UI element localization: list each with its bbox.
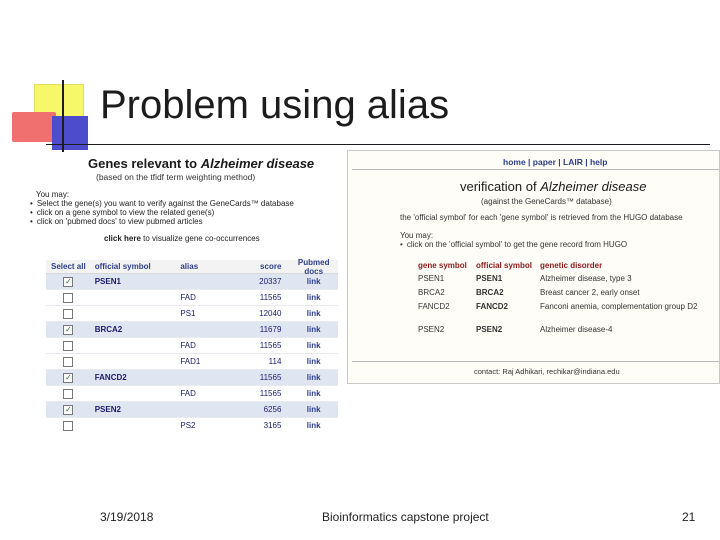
select-cell — [46, 325, 91, 335]
verification-description: the 'official symbol' for each 'gene symbol' is retrieved from the HUGO database — [400, 213, 683, 222]
gene-symbol-cell: FANCD2 — [418, 302, 450, 311]
gene-symbol-header: gene symbol — [418, 261, 467, 270]
official-symbol-link[interactable]: PSEN2 — [476, 325, 503, 334]
verification-row — [418, 325, 718, 339]
footer-title: Bioinformatics capstone project — [322, 510, 489, 524]
score-header: score — [260, 262, 282, 271]
page-number: 21 — [682, 510, 696, 524]
gene-table-row — [46, 306, 338, 322]
alias-cell[interactable]: FAD1 — [180, 357, 201, 366]
instruction-item: • click on a gene symbol to view the related gene(s) — [30, 208, 294, 217]
gene-table-row — [46, 274, 338, 290]
gene-checkbox[interactable]: ✓ — [64, 276, 72, 286]
genetic-disorder-cell: Breast cancer 2, early onset — [540, 288, 640, 297]
official-symbol-header: official symbol — [94, 262, 151, 271]
gene-checkbox[interactable] — [63, 309, 73, 319]
alias-cell[interactable]: PS1 — [180, 309, 196, 318]
nav-divider — [352, 169, 720, 170]
verification-title-prefix: verification of — [460, 179, 541, 194]
alias-cell[interactable]: FAD — [180, 293, 196, 302]
verification-row — [418, 288, 718, 302]
pubmed-link[interactable]: link — [306, 277, 321, 286]
pubmed-link[interactable]: link — [306, 357, 321, 366]
you-may-label: You may: — [36, 190, 70, 199]
gene-table-row — [46, 322, 338, 338]
pubmed-link[interactable]: link — [306, 325, 321, 334]
gene-table-header — [46, 257, 338, 276]
genes-panel-subtitle: (based on the tfidf term weighting method) — [96, 172, 256, 182]
gene-table-row — [46, 290, 338, 306]
pubmed-link[interactable]: link — [306, 309, 321, 318]
gene-table-row — [46, 338, 338, 354]
decor-vertical-line — [62, 80, 64, 154]
select-cell — [46, 293, 91, 303]
instructions-list — [30, 199, 294, 226]
official-symbol-cell[interactable]: PSEN1 — [94, 277, 121, 286]
select-all-header[interactable]: Select all — [51, 262, 86, 271]
verification-subtitle: (against the GeneCards™ database) — [481, 197, 612, 206]
gene-table-row — [46, 402, 338, 418]
verification-title — [460, 179, 646, 194]
genetic-disorder-cell: Alzheimer disease-4 — [540, 325, 613, 334]
verification-table-body — [418, 274, 718, 339]
gene-checkbox[interactable] — [63, 421, 73, 431]
footer-date: 3/19/2018 — [100, 510, 154, 524]
pubmed-docs-header: Pubmed docs — [297, 257, 330, 276]
pubmed-link[interactable]: link — [306, 405, 321, 414]
genes-panel-title — [88, 156, 314, 171]
official-symbol-cell[interactable]: BRCA2 — [94, 325, 123, 334]
score-cell: 11565 — [259, 373, 282, 382]
verification-instruction: • click on the 'official symbol' to get the gene record from HUGO — [400, 240, 627, 249]
visualize-cooccurrence-line — [104, 234, 260, 243]
pubmed-link[interactable]: link — [306, 389, 321, 398]
select-cell — [46, 373, 91, 383]
score-cell: 20337 — [259, 277, 282, 286]
click-here-link[interactable]: click here — [104, 234, 141, 243]
genetic-disorder-cell: Fanconi anemia, complementation group D2 — [540, 302, 698, 311]
pubmed-link[interactable]: link — [306, 341, 321, 350]
click-here-rest: to visualize gene co-occurrences — [140, 234, 260, 243]
genes-title-prefix: Genes relevant to — [88, 156, 201, 171]
score-cell: 11565 — [259, 341, 282, 350]
gene-table-row — [46, 370, 338, 386]
top-nav-links[interactable]: home | paper | LAIR | help — [503, 157, 608, 167]
verification-row — [418, 302, 718, 325]
gene-table-row — [46, 386, 338, 402]
verification-row — [418, 274, 718, 288]
select-cell — [46, 405, 91, 415]
gene-symbol-cell: PSEN1 — [418, 274, 445, 283]
contact-info: contact: Raj Adhikari, rechikar@indiana.edu — [474, 367, 620, 376]
genes-title-disease: Alzheimer disease — [200, 156, 315, 171]
gene-checkbox[interactable] — [63, 389, 73, 399]
score-cell: 6256 — [263, 405, 282, 414]
gene-table-row — [46, 354, 338, 370]
gene-checkbox[interactable] — [63, 357, 73, 367]
decor-red-square — [12, 112, 56, 142]
footer-divider — [352, 361, 720, 362]
genetic-disorder-cell: Alzheimer disease, type 3 — [540, 274, 632, 283]
select-cell — [46, 357, 91, 367]
alias-header: alias — [180, 262, 199, 271]
verification-panel — [347, 150, 720, 384]
score-cell: 11565 — [259, 293, 282, 302]
genetic-disorder-header: genetic disorder — [540, 261, 603, 270]
gene-checkbox[interactable]: ✓ — [64, 404, 72, 414]
genes-relevant-panel — [26, 152, 340, 432]
verification-you-may: You may: — [400, 231, 434, 240]
gene-symbol-cell: PSEN2 — [418, 325, 445, 334]
select-cell — [46, 277, 91, 287]
select-cell — [46, 341, 91, 351]
official-symbol-link[interactable]: PSEN1 — [476, 274, 503, 283]
gene-table — [46, 257, 338, 432]
official-symbol-cell[interactable]: PSEN2 — [94, 405, 121, 414]
alias-cell[interactable]: FAD — [180, 389, 196, 398]
alias-cell[interactable]: PS2 — [180, 421, 196, 430]
instruction-item: • click on 'pubmed docs' to view pubmed articles — [30, 217, 294, 226]
gene-table-row — [46, 418, 338, 432]
official-symbol-link[interactable]: FANCD2 — [476, 302, 509, 311]
gene-checkbox[interactable]: ✓ — [64, 324, 72, 334]
official-symbol-header: official symbol — [476, 261, 533, 270]
select-cell — [46, 389, 91, 399]
official-symbol-link[interactable]: BRCA2 — [476, 288, 504, 297]
gene-table-body — [46, 274, 338, 432]
score-cell: 11565 — [259, 389, 282, 398]
score-cell: 11679 — [259, 325, 282, 334]
title-underline — [46, 144, 710, 145]
gene-checkbox[interactable] — [63, 293, 73, 303]
pubmed-link[interactable]: link — [306, 293, 321, 302]
score-cell: 12040 — [259, 309, 282, 318]
score-cell: 114 — [268, 357, 282, 366]
select-cell — [46, 309, 91, 319]
alias-cell[interactable]: FAD — [180, 341, 196, 350]
official-symbol-cell[interactable]: FANCD2 — [94, 373, 127, 382]
gene-checkbox[interactable]: ✓ — [64, 372, 72, 382]
gene-symbol-cell: BRCA2 — [418, 288, 445, 297]
verification-table — [418, 261, 718, 339]
score-cell: 3165 — [263, 421, 282, 430]
select-cell — [46, 421, 91, 431]
instruction-item: • Select the gene(s) you want to verify against the GeneCards™ database — [30, 199, 294, 208]
pubmed-link[interactable]: link — [306, 421, 321, 430]
verification-table-header — [418, 261, 718, 270]
slide-title: Problem using alias — [100, 83, 450, 127]
verification-title-disease: Alzheimer disease — [540, 179, 647, 194]
pubmed-link[interactable]: link — [306, 373, 321, 382]
gene-checkbox[interactable] — [63, 341, 73, 351]
